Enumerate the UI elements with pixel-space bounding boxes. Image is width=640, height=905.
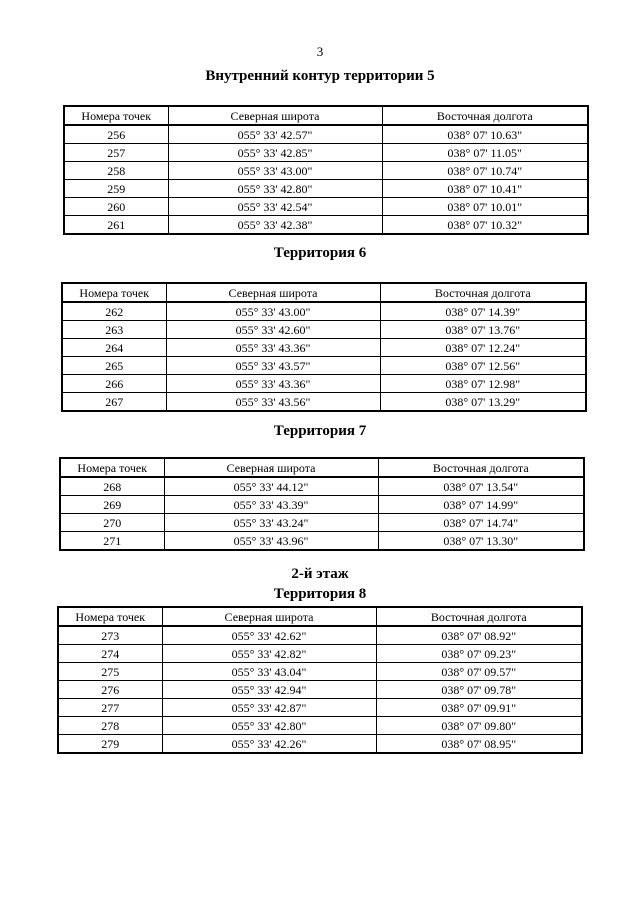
latitude-cell: 055° 33' 42.54"	[168, 198, 382, 216]
point-number-cell: 260	[64, 198, 168, 216]
longitude-cell: 038° 07' 12.98"	[380, 375, 586, 393]
coordinates-table	[63, 105, 589, 235]
longitude-cell: 038° 07' 10.74"	[382, 162, 588, 180]
point-number-cell: 258	[64, 162, 168, 180]
coordinates-table	[61, 282, 587, 412]
point-number-cell: 275	[58, 663, 162, 681]
column-header: Северная широта	[166, 283, 380, 302]
point-number-cell: 271	[60, 532, 164, 551]
table-row	[60, 496, 584, 514]
column-header: Восточная долгота	[378, 458, 584, 477]
latitude-cell: 055° 33' 43.96"	[164, 532, 378, 551]
section-heading: Территория 6	[273, 245, 367, 261]
coordinates-table	[57, 606, 583, 754]
column-header: Восточная долгота	[376, 607, 582, 626]
table-row	[58, 626, 582, 645]
section-subheading: 2-й этаж	[291, 566, 349, 582]
longitude-cell: 038° 07' 10.63"	[382, 125, 588, 144]
column-header: Номера точек	[60, 458, 164, 477]
point-number-cell: 257	[64, 144, 168, 162]
table-row	[58, 663, 582, 681]
longitude-cell: 038° 07' 09.78"	[376, 681, 582, 699]
table-row	[60, 532, 584, 551]
column-header: Северная широта	[162, 607, 376, 626]
latitude-cell: 055° 33' 44.12"	[164, 477, 378, 496]
table-header-row	[64, 106, 588, 125]
table-header-row	[62, 283, 586, 302]
latitude-cell: 055° 33' 42.85"	[168, 144, 382, 162]
point-number-cell: 274	[58, 645, 162, 663]
longitude-cell: 038° 07' 14.99"	[378, 496, 584, 514]
longitude-cell: 038° 07' 13.76"	[380, 321, 586, 339]
table-row	[64, 162, 588, 180]
longitude-cell: 038° 07' 09.80"	[376, 717, 582, 735]
table-row	[58, 699, 582, 717]
point-number-cell: 261	[64, 216, 168, 235]
latitude-cell: 055° 33' 42.26"	[162, 735, 376, 754]
table-row	[64, 144, 588, 162]
table-row	[64, 216, 588, 235]
table-row	[64, 180, 588, 198]
table-row	[60, 514, 584, 532]
latitude-cell: 055° 33' 42.38"	[168, 216, 382, 235]
point-number-cell: 269	[60, 496, 164, 514]
table-row	[62, 393, 586, 412]
table-row	[58, 645, 582, 663]
latitude-cell: 055° 33' 42.82"	[162, 645, 376, 663]
table-row	[60, 477, 584, 496]
longitude-cell: 038° 07' 12.56"	[380, 357, 586, 375]
table-header-row	[60, 458, 584, 477]
column-header: Номера точек	[58, 607, 162, 626]
table-row	[58, 735, 582, 754]
point-number-cell: 267	[62, 393, 166, 412]
page-number: 3	[316, 44, 324, 59]
table-row	[58, 681, 582, 699]
table-row	[62, 339, 586, 357]
point-number-cell: 262	[62, 302, 166, 321]
latitude-cell: 055° 33' 43.00"	[168, 162, 382, 180]
point-number-cell: 266	[62, 375, 166, 393]
latitude-cell: 055° 33' 43.36"	[166, 375, 380, 393]
point-number-cell: 273	[58, 626, 162, 645]
table-row	[62, 321, 586, 339]
point-number-cell: 265	[62, 357, 166, 375]
longitude-cell: 038° 07' 09.91"	[376, 699, 582, 717]
table-row	[62, 357, 586, 375]
section-heading: Территория 7	[273, 423, 367, 439]
latitude-cell: 055° 33' 42.87"	[162, 699, 376, 717]
table-row	[62, 375, 586, 393]
longitude-cell: 038° 07' 08.92"	[376, 626, 582, 645]
table-row	[64, 198, 588, 216]
column-header: Номера точек	[64, 106, 168, 125]
column-header: Номера точек	[62, 283, 166, 302]
latitude-cell: 055° 33' 43.39"	[164, 496, 378, 514]
longitude-cell: 038° 07' 08.95"	[376, 735, 582, 754]
latitude-cell: 055° 33' 43.36"	[166, 339, 380, 357]
longitude-cell: 038° 07' 10.41"	[382, 180, 588, 198]
longitude-cell: 038° 07' 09.23"	[376, 645, 582, 663]
coordinates-table	[59, 457, 585, 551]
longitude-cell: 038° 07' 13.54"	[378, 477, 584, 496]
latitude-cell: 055° 33' 42.80"	[168, 180, 382, 198]
point-number-cell: 278	[58, 717, 162, 735]
latitude-cell: 055° 33' 42.80"	[162, 717, 376, 735]
latitude-cell: 055° 33' 42.60"	[166, 321, 380, 339]
section-heading: Территория 8	[273, 586, 367, 602]
longitude-cell: 038° 07' 10.01"	[382, 198, 588, 216]
table-row	[64, 125, 588, 144]
point-number-cell: 279	[58, 735, 162, 754]
latitude-cell: 055° 33' 43.56"	[166, 393, 380, 412]
latitude-cell: 055° 33' 42.57"	[168, 125, 382, 144]
longitude-cell: 038° 07' 14.39"	[380, 302, 586, 321]
column-header: Восточная долгота	[380, 283, 586, 302]
point-number-cell: 256	[64, 125, 168, 144]
column-header: Восточная долгота	[382, 106, 588, 125]
table-row	[62, 302, 586, 321]
longitude-cell: 038° 07' 13.30"	[378, 532, 584, 551]
point-number-cell: 276	[58, 681, 162, 699]
latitude-cell: 055° 33' 43.04"	[162, 663, 376, 681]
longitude-cell: 038° 07' 09.57"	[376, 663, 582, 681]
longitude-cell: 038° 07' 14.74"	[378, 514, 584, 532]
column-header: Северная широта	[168, 106, 382, 125]
latitude-cell: 055° 33' 43.24"	[164, 514, 378, 532]
point-number-cell: 264	[62, 339, 166, 357]
table-row	[58, 717, 582, 735]
latitude-cell: 055° 33' 42.62"	[162, 626, 376, 645]
column-header: Северная широта	[164, 458, 378, 477]
longitude-cell: 038° 07' 10.32"	[382, 216, 588, 235]
point-number-cell: 259	[64, 180, 168, 198]
table-header-row	[58, 607, 582, 626]
latitude-cell: 055° 33' 42.94"	[162, 681, 376, 699]
latitude-cell: 055° 33' 43.00"	[166, 302, 380, 321]
section-heading: Внутренний контур территории 5	[205, 68, 435, 84]
longitude-cell: 038° 07' 12.24"	[380, 339, 586, 357]
point-number-cell: 270	[60, 514, 164, 532]
longitude-cell: 038° 07' 13.29"	[380, 393, 586, 412]
point-number-cell: 268	[60, 477, 164, 496]
point-number-cell: 263	[62, 321, 166, 339]
point-number-cell: 277	[58, 699, 162, 717]
longitude-cell: 038° 07' 11.05"	[382, 144, 588, 162]
latitude-cell: 055° 33' 43.57"	[166, 357, 380, 375]
